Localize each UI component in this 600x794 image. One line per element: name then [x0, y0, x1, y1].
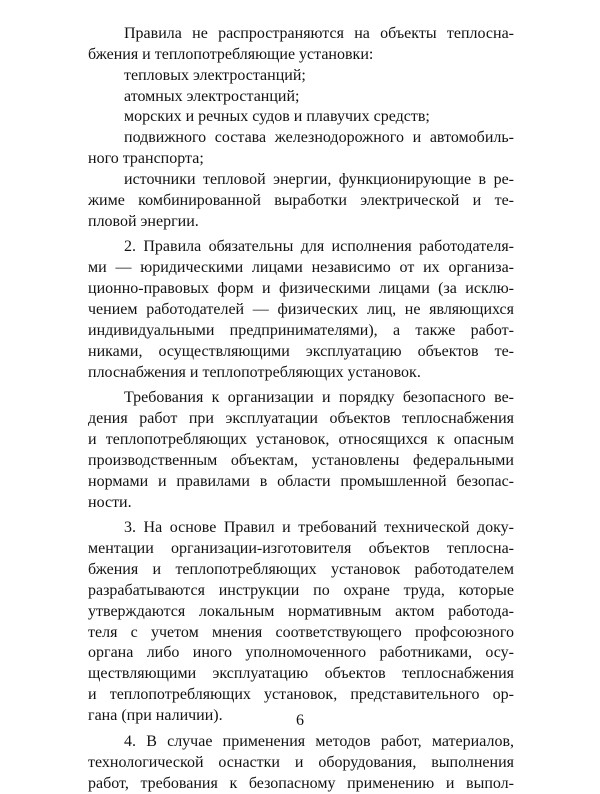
- text-line: работ, требования к безопасному применению и выпол-: [88, 774, 514, 792]
- text-line: гана (при наличии).: [88, 707, 223, 724]
- text-line: теля с учетом мнения соответствующего профсоюзного: [88, 623, 514, 641]
- text-line: источники тепловой энергии, функционирующие в ре-: [124, 170, 514, 188]
- text-line: ментации организации-изготовителя объектов теплосна-: [88, 540, 514, 558]
- text-line: плоснабжения и теплопотребляющих установок.: [88, 363, 421, 381]
- paragraph-safety-requirements: [88, 388, 514, 513]
- text-line: ционно-правовых форм и физическими лицами (за исклю-: [88, 280, 514, 298]
- text-line: ности.: [88, 493, 132, 511]
- text-line: бжения и теплопотребляющие установки:: [88, 45, 374, 63]
- text-line: и теплопотребляющих установок, представительного ор-: [88, 686, 514, 704]
- list-item-heat-sources: [88, 170, 514, 233]
- text-line: дения работ при эксплуатации объектов теплоснабжения: [88, 410, 514, 428]
- text-line: разрабатываются инструкции по охране труда, которые: [88, 581, 514, 599]
- paragraph-clause-4: [88, 732, 514, 794]
- text-line: тепловых электростанций;: [124, 66, 306, 84]
- text-line: 3. На основе Правил и требований технической доку-: [124, 519, 514, 537]
- document-page: [88, 24, 514, 794]
- text-line: Требования к организации и порядку безопасного ве-: [124, 389, 514, 407]
- text-line: никами, осуществляющими эксплуатацию объектов те-: [88, 342, 514, 360]
- text-line: 2. Правила обязательны для исполнения работодателя-: [124, 238, 514, 256]
- list-item-thermal-power-plants: [88, 66, 514, 87]
- list-item-nuclear-power-plants: [88, 87, 514, 108]
- text-line: утверждаются локальным нормативным актом работода-: [88, 602, 514, 620]
- paragraph-clause-3: [88, 518, 514, 726]
- text-line: нормами и правилами в области промышленной безопас-: [88, 472, 514, 490]
- text-line: ного транспорта;: [88, 150, 204, 168]
- text-line: пловой энергии.: [88, 212, 199, 230]
- text-line: жиме комбинированной выработки электрической и те-: [88, 191, 514, 209]
- page-number: 6: [296, 712, 304, 729]
- text-line: чением работодателей — физических лиц, не являющихся: [88, 300, 514, 318]
- text-line: органа либо иного уполномоченного работниками, осу-: [88, 644, 514, 662]
- text-line: 4. В случае применения методов работ, материалов,: [124, 732, 514, 750]
- text-line: индивидуальными предпринимателями), а также работ-: [88, 321, 514, 339]
- text-line: технологической оснастки и оборудования, выполнения: [88, 753, 514, 771]
- text-line: подвижного состава железнодорожного и автомобиль-: [124, 129, 514, 147]
- list-item-rolling-stock: [88, 128, 514, 170]
- paragraph-scope-exclusions: [88, 24, 514, 66]
- text-line: производственным объектам, установлены федеральными: [88, 451, 514, 469]
- text-line: ществляющими эксплуатацию объектов теплоснабжения: [88, 665, 514, 683]
- list-item-ships: [88, 107, 514, 128]
- paragraph-clause-2: [88, 237, 514, 383]
- text-line: ми — юридическими лицами независимо от их организа-: [88, 259, 514, 277]
- text-line: бжения и теплопотребляющих установок работодателем: [88, 561, 514, 579]
- text-line: Правила не распространяются на объекты теплосна-: [124, 25, 514, 42]
- text-line: атомных электростанций;: [124, 87, 300, 105]
- text-line: морских и речных судов и плавучих средств;: [124, 108, 430, 126]
- text-line: и теплопотребляющих установок, относящихся к опасным: [88, 431, 514, 449]
